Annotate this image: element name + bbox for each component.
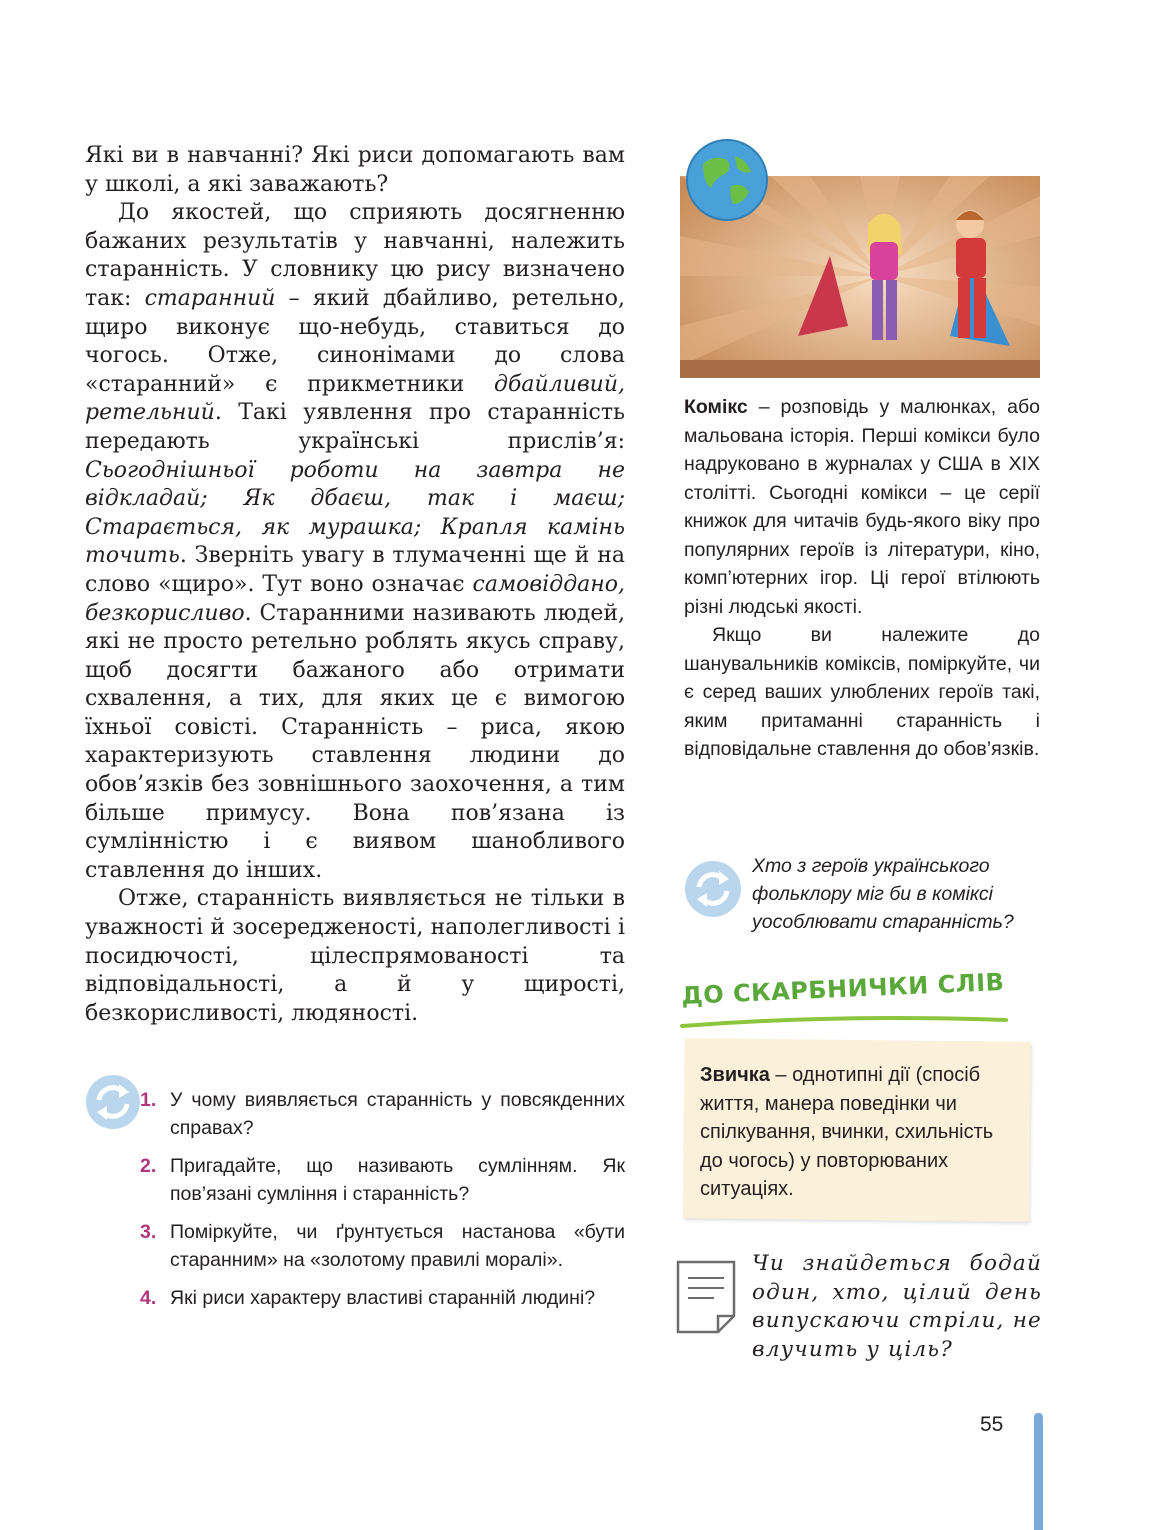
refresh-icon <box>85 1074 141 1130</box>
globe-icon <box>685 138 769 222</box>
hero-question-text: Хто з героїв українського фольклору міг би в коміксі уособлювати старанність? <box>752 855 1014 933</box>
vocabulary-heading-text: ДО СКАРБНИЧКИ СЛІВ <box>680 967 1005 1010</box>
diligence-paragraph: До якостей, що сприяють досягненню бажаних результатів у навчанні, належить старанність. У словнику цю рису визначено так: старанний – який дбайливо, ретельно, щиро виконує що-небудь, ставиться до чогось. Отже, синонімами до слова «старанний» є прикметники дбайливий, ретельний. Такі уявлення про старанність передають українські прислів’я: Сьогоднішньої роботи на завтра не відкладай; Як дбаєш, так і маєш; Старається, як мурашка; Крапля камінь точить. Зверніть увагу в тлумаченні ще й на слово «щиро». Тут воно означає самовіддано, безкорисливо. Старанними називають людей, які не просто ретельно роблять якусь справу, щоб досягти бажаного або отримати схвалення, а тих, для яких це є вимогою їхньої совісті. Старанність – риса, якою характеризують ставлення людини до обов’язків без зовнішнього заохочення, а тим більше примусу. Вона пов’язана із сумлінністю і є виявом шанобливого ставлення до інших. <box>85 200 625 883</box>
question-text: Пригадайте, що називають сумлінням. Як пов’язані сумління і старанність? <box>170 1155 625 1205</box>
comic-definition-paragraph: Комікс – розповідь у малюнках, або мальована історія. Перші комікси було надруковано в журналах у США в XIX столітті. Сьогодні комікси – це серії книжок для читачів будь-якого віку про популярних героїв із літератури, кіно, комп’ютерних ігор. Ці герої втілюють різні людські якості. <box>684 396 1040 618</box>
comic-reflection-paragraph: Якщо ви належите до шанувальників коміксів, поміркуйте, чи є серед ваших улюблених героїв такі, яким притаманні старанність і відповідальне ставлення до обов’язків. <box>684 624 1040 760</box>
page-number: 55 <box>980 1413 1004 1436</box>
vocabulary-heading <box>680 967 1010 1030</box>
question-number: 2. <box>140 1155 157 1177</box>
main-text <box>85 142 625 1028</box>
refresh-icon <box>684 860 742 918</box>
question-text: Поміркуйте, чи ґрунтується настанова «бути старанним» на «золотому правилі моралі». <box>170 1221 625 1271</box>
note-text: Чи знайдеться бодай один, хто, цілий день випускаючи стріли, не влучить у ціль? <box>752 1251 1042 1362</box>
question-item <box>140 1218 625 1274</box>
question-item <box>140 1284 625 1312</box>
question-number: 3. <box>140 1221 157 1243</box>
intro-paragraph: Які ви в навчанні? Які риси допомагають вам у школі, а які заважають? <box>85 143 625 197</box>
conclusion-paragraph: Отже, старанність виявляється не тільки в уважності й зосередженості, наполегливості і посидючості, цілеспрямованості та відповідальності, а й у щирості, безкорисливості, людяності. <box>85 886 625 1026</box>
comic-definition <box>684 393 1040 764</box>
question-item <box>140 1086 625 1142</box>
page-edge-bar <box>1034 1413 1043 1530</box>
question-text: У чому виявляється старанність у повсякденних справах? <box>170 1089 625 1139</box>
question-number: 4. <box>140 1287 157 1309</box>
heading-underline <box>680 980 1010 1030</box>
question-list <box>140 1086 625 1322</box>
question-item <box>140 1152 625 1208</box>
vocabulary-term: Звичка <box>700 1064 770 1086</box>
vocabulary-definition: Звичка – однотипні дії (спосіб життя, манера поведінки чи спілкування, вчинки, схильність до чогось) у повторюваних ситуаціях. <box>700 1064 994 1200</box>
comic-term: Комікс <box>684 396 748 418</box>
note-icon <box>672 1256 744 1338</box>
question-number: 1. <box>140 1089 157 1111</box>
question-text: Які риси характеру властиві старанній людині? <box>170 1287 596 1309</box>
